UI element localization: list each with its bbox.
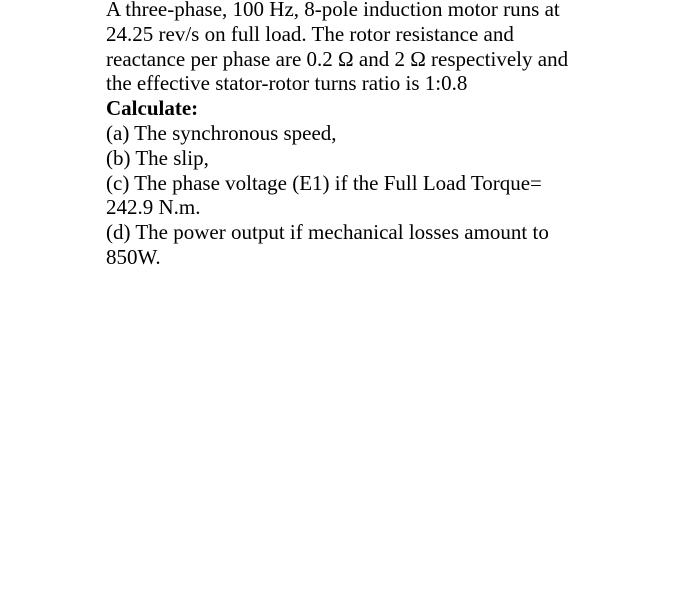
calculate-heading: Calculate: <box>106 96 199 121</box>
statement-line: 24.25 rev/s on full load. The rotor resistance and <box>106 21 514 46</box>
question-line: (c) The phase voltage (E1) if the Full Load Torque= <box>106 170 542 195</box>
question-line: 850W. <box>106 244 161 269</box>
question-line: 242.9 N.m. <box>106 195 201 220</box>
question-d <box>106 220 686 270</box>
question-c <box>106 171 686 221</box>
question-line: (a) The synchronous speed, <box>106 120 337 145</box>
question-line: (d) The power output if mechanical losses amount to <box>106 220 549 245</box>
statement-line: A three-phase, 100 Hz, 8-pole induction motor runs at <box>106 0 560 21</box>
statement-line: the effective stator-rotor turns ratio is 1:0.8 <box>106 71 468 96</box>
question-b <box>106 146 686 171</box>
question-a <box>106 121 686 146</box>
question-line: (b) The slip, <box>106 145 209 170</box>
problem-statement <box>106 0 686 96</box>
problem-text <box>106 0 686 270</box>
statement-line: reactance per phase are 0.2 Ω and 2 Ω respectively and <box>106 46 569 71</box>
